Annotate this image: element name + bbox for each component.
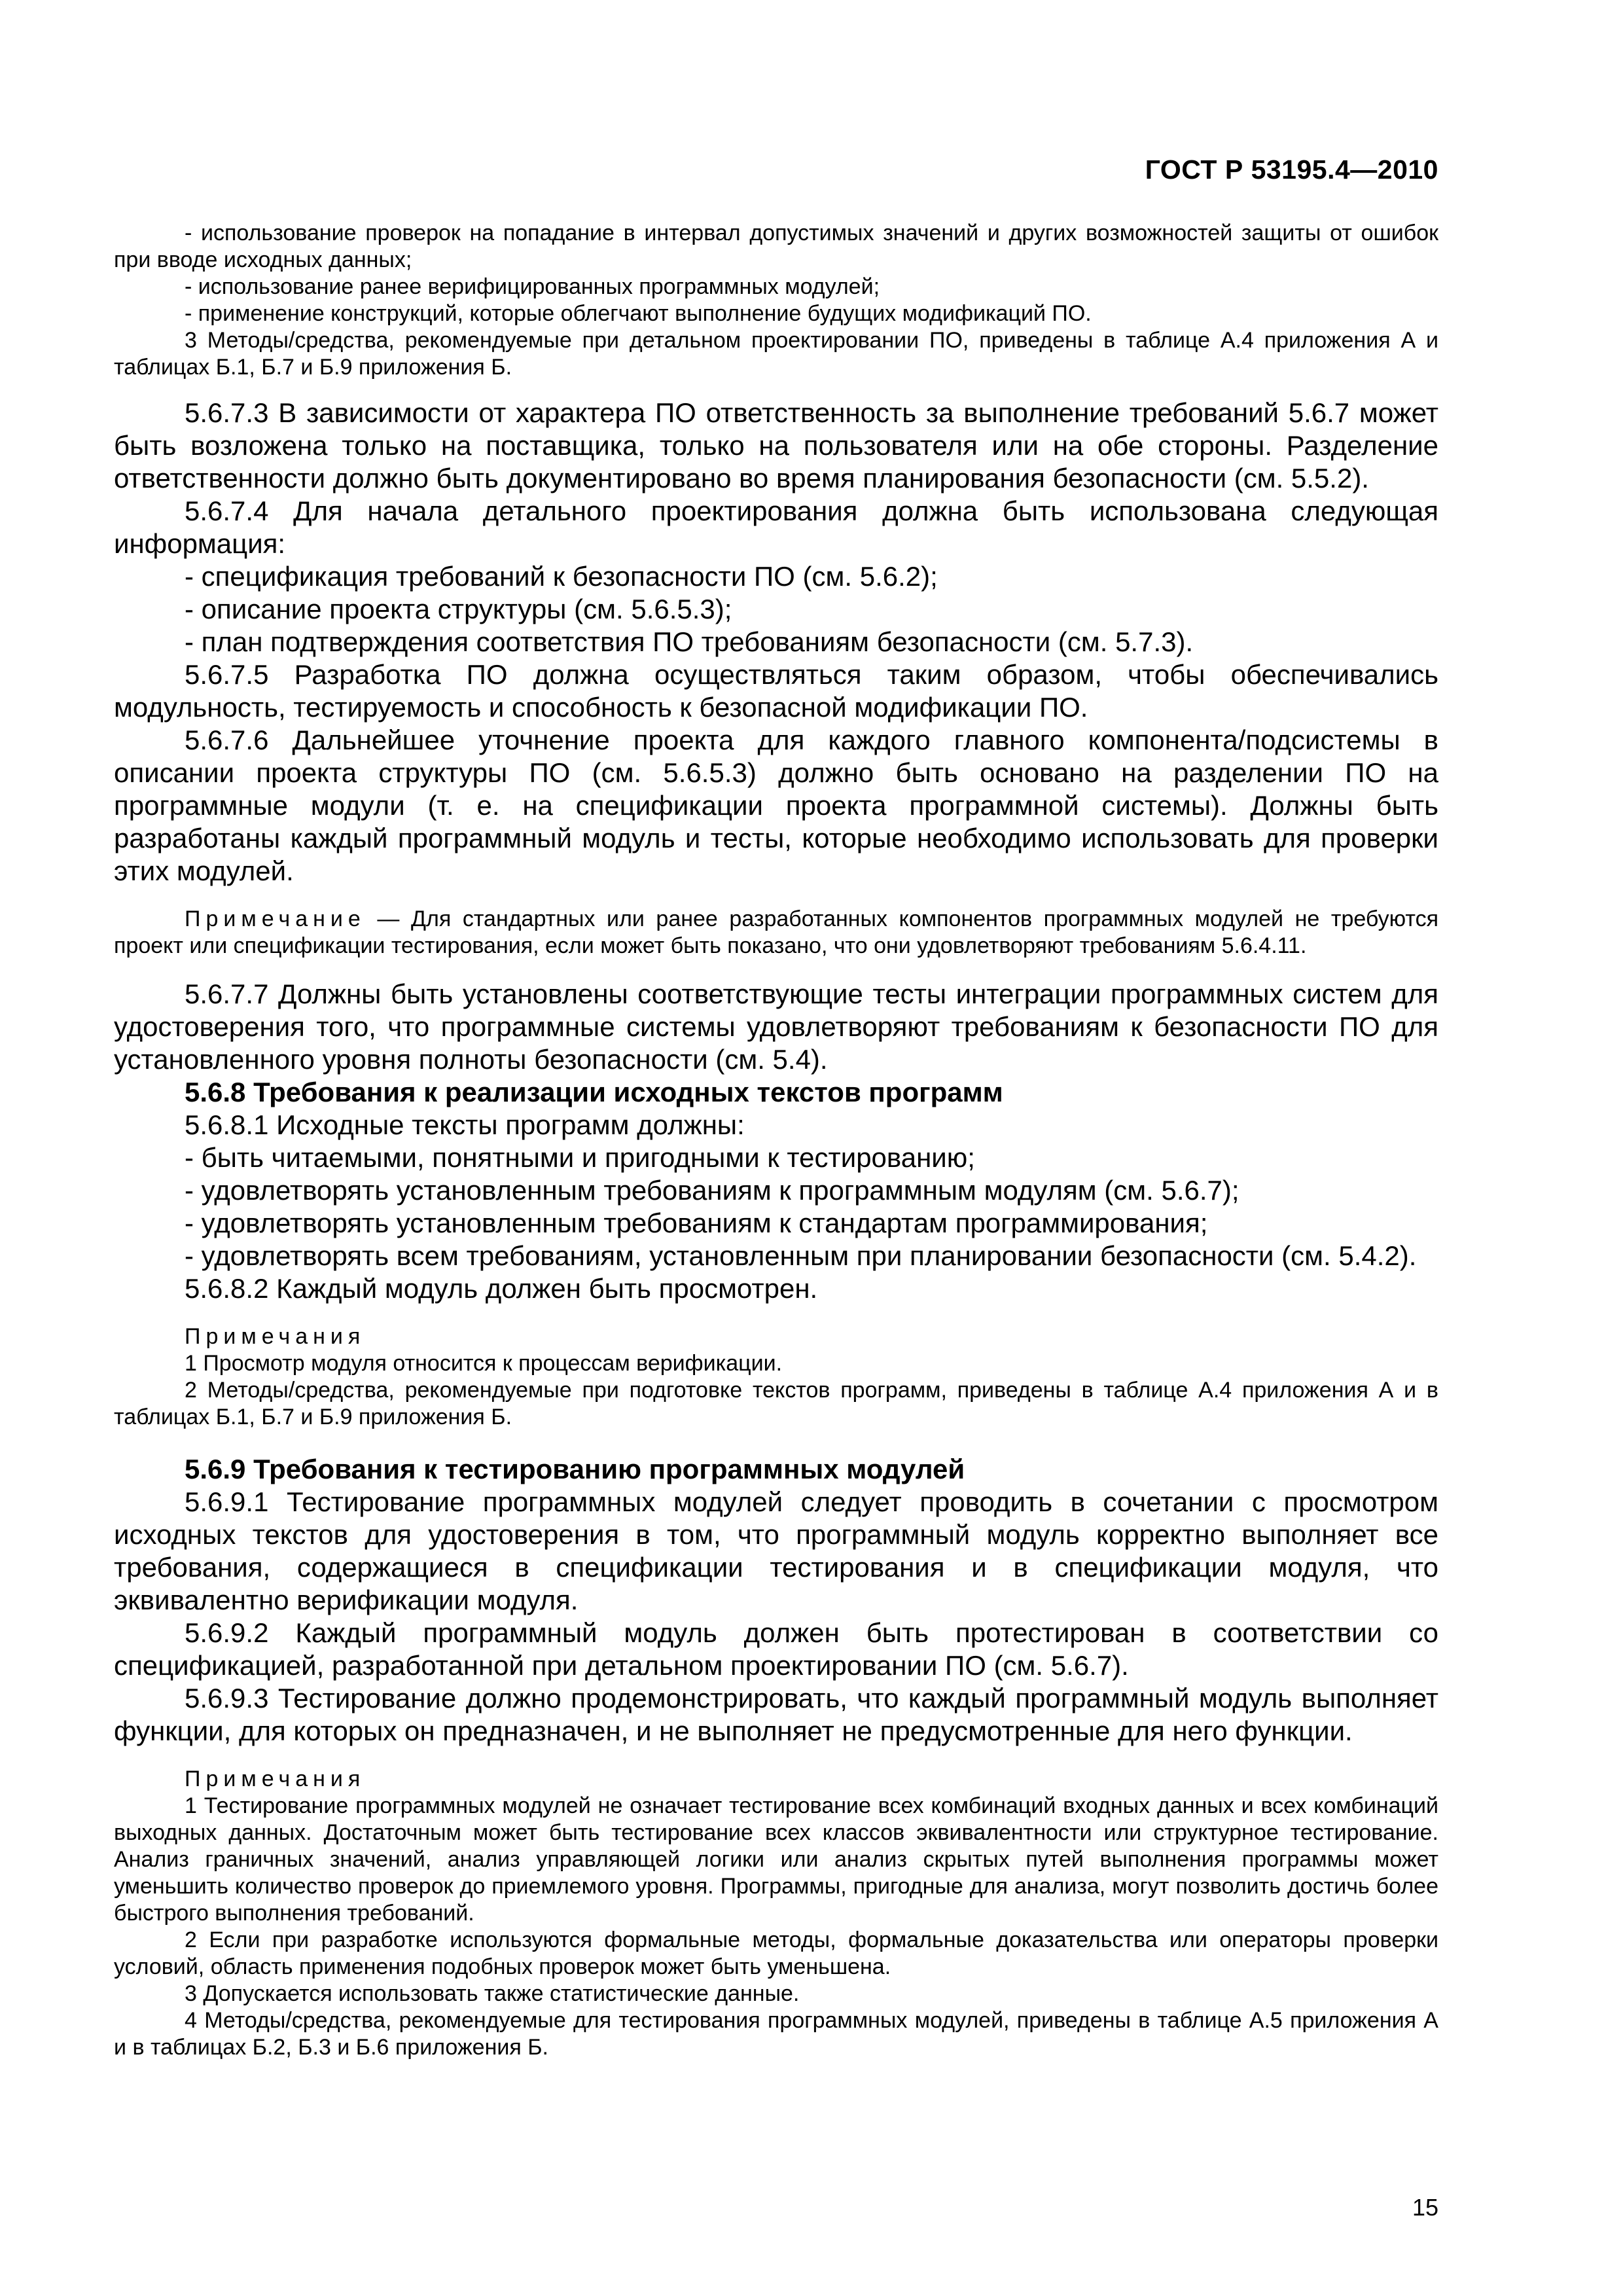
list-item-5674-2: - описание проекта структуры (см. 5.6.5.3); bbox=[185, 594, 732, 624]
list-item-5681-1: - быть читаемыми, понятными и пригодными к тестированию; bbox=[185, 1142, 975, 1173]
section-569-heading: 5.6.9 Требования к тестированию программных модулей bbox=[185, 1454, 965, 1484]
top-note-item-3: - применение конструкций, которые облегчают выполнение будущих модификаций ПО. bbox=[185, 301, 1092, 326]
list-item-5681-4: - удовлетворять всем требованиям, установленным при планировании безопасности (см. 5.4.2). bbox=[185, 1240, 1417, 1271]
note-569-1: 1 Тестирование программных модулей не означает тестирование всех комбинаций входных данных и всех комбинаций выходных данных. Достаточным может быть тестирование всех классов эквивалентности или структурное тестирование. Анализ граничных значений, анализ управляющей логики или анализ скрытых путей выполнения программы может уменьшить количество проверок до приемлемого уровня. Программы, пригодные для анализа, могут позволить достичь более быстрого выполнения требований. bbox=[114, 1793, 1438, 1926]
note-569-4: 4 Методы/средства, рекомендуемые для тестирования программных модулей, приведены в таблице А.5 приложения А и в таблицах Б.2, Б.3 и Б.6 приложения Б. bbox=[114, 2008, 1438, 2060]
notes-label-568: Примечания bbox=[185, 1324, 366, 1349]
top-note-item-4: 3 Методы/средства, рекомендуемые при детальном проектировании ПО, приведены в таблице А.4 приложения А и таблицах Б.1, Б.7 и Б.9 приложения Б. bbox=[114, 328, 1438, 380]
page-content bbox=[114, 220, 1438, 2061]
paragraph-5675: 5.6.7.5 Разработка ПО должна осуществляться таким образом, чтобы обеспечивались модульность, тестируемость и способность к безопасной модификации ПО. bbox=[114, 659, 1438, 723]
notes-label-569: Примечания bbox=[185, 1767, 366, 1791]
paragraph-5692: 5.6.9.2 Каждый программный модуль должен быть протестирован в соответствии со спецификацией, разработанной при детальном проектировании ПО (см. 5.6.7). bbox=[114, 1617, 1438, 1681]
note-569-3: 3 Допускается использовать также статистические данные. bbox=[185, 1981, 800, 2006]
document-id-header: ГОСТ Р 53195.4—2010 bbox=[1145, 154, 1438, 185]
paragraph-5673: 5.6.7.3 В зависимости от характера ПО ответственность за выполнение требований 5.6.7 может быть возложена только на поставщика, только на пользователя или на обе стороны. Разделение ответственности должно быть документировано во время планирования безопасности (см. 5.5.2). bbox=[114, 397, 1438, 493]
note-label: Примечание bbox=[185, 906, 366, 931]
paragraph-5691: 5.6.9.1 Тестирование программных модулей следует проводить в сочетании с просмотром исходных текстов для удостоверения в том, что программный модуль корректно выполняет все требования, содержащиеся в спецификации тестирования и в спецификации модуля, что эквивалентно верификации модуля. bbox=[114, 1486, 1438, 1615]
paragraph-5677: 5.6.7.7 Должны быть установлены соответствующие тесты интеграции программных систем для удостоверения того, что программные системы удовлетворяют требованиям к безопасности ПО для установленного уровня полноты безопасности (см. 5.4). bbox=[114, 978, 1438, 1075]
note-568-2: 2 Методы/средства, рекомендуемые при подготовке текстов программ, приведены в таблице А.4 приложения А и в таблицах Б.1, Б.7 и Б.9 приложения Б. bbox=[114, 1378, 1438, 1429]
list-item-5681-2: - удовлетворять установленным требованиям к программным модулям (см. 5.6.7); bbox=[185, 1175, 1240, 1206]
list-item-5674-3: - план подтверждения соответствия ПО требованиям безопасности (см. 5.7.3). bbox=[185, 626, 1194, 657]
top-note-item-2: - использование ранее верифицированных программных модулей; bbox=[185, 274, 880, 299]
document-page bbox=[114, 0, 1438, 2296]
list-item-5681-3: - удовлетворять установленным требованиям к стандартам программирования; bbox=[185, 1208, 1208, 1238]
paragraph-5681-intro: 5.6.8.1 Исходные тексты программ должны: bbox=[185, 1109, 745, 1140]
note-568-1: 1 Просмотр модуля относится к процессам верификации. bbox=[185, 1351, 783, 1376]
note-5676 bbox=[114, 906, 1438, 960]
section-568-heading: 5.6.8 Требования к реализации исходных текстов программ bbox=[185, 1077, 1003, 1107]
page-number: 15 bbox=[1412, 2194, 1438, 2221]
top-note-item-1: - использование проверок на попадание в интервал допустимых значений и других возможностей защиты от ошибок при вводе исходных данных; bbox=[114, 221, 1438, 272]
paragraph-5674-intro: 5.6.7.4 Для начала детального проектирования должна быть использована следующая информация: bbox=[114, 495, 1438, 559]
note-569-2: 2 Если при разработке используются формальные методы, формальные доказательства или операторы проверки условий, область применения подобных проверок может быть уменьшена. bbox=[114, 1928, 1438, 1979]
note-text: — Для стандартных или ранее разработанных компонентов программных модулей не требуются проект или спецификации тестирования, если может быть показано, что они удовлетворяют требованиям 5.6.4.11. bbox=[114, 906, 1438, 958]
paragraph-5676: 5.6.7.6 Дальнейшее уточнение проекта для каждого главного компонента/подсистемы в описании проекта структуры ПО (см. 5.6.5.3) должно быть основано на разделении ПО на программные модули (т. е. на спецификации проекта программной системы). Должны быть разработаны каждый программный модуль и тесты, которые необходимо использовать для проверки этих модулей. bbox=[114, 725, 1438, 886]
paragraph-5682: 5.6.8.2 Каждый модуль должен быть просмотрен. bbox=[185, 1273, 818, 1304]
paragraph-5693: 5.6.9.3 Тестирование должно продемонстрировать, что каждый программный модуль выполняет функции, для которых он предназначен, и не выполняет не предусмотренные для него функции. bbox=[114, 1683, 1438, 1746]
list-item-5674-1: - спецификация требований к безопасности ПО (см. 5.6.2); bbox=[185, 561, 938, 592]
